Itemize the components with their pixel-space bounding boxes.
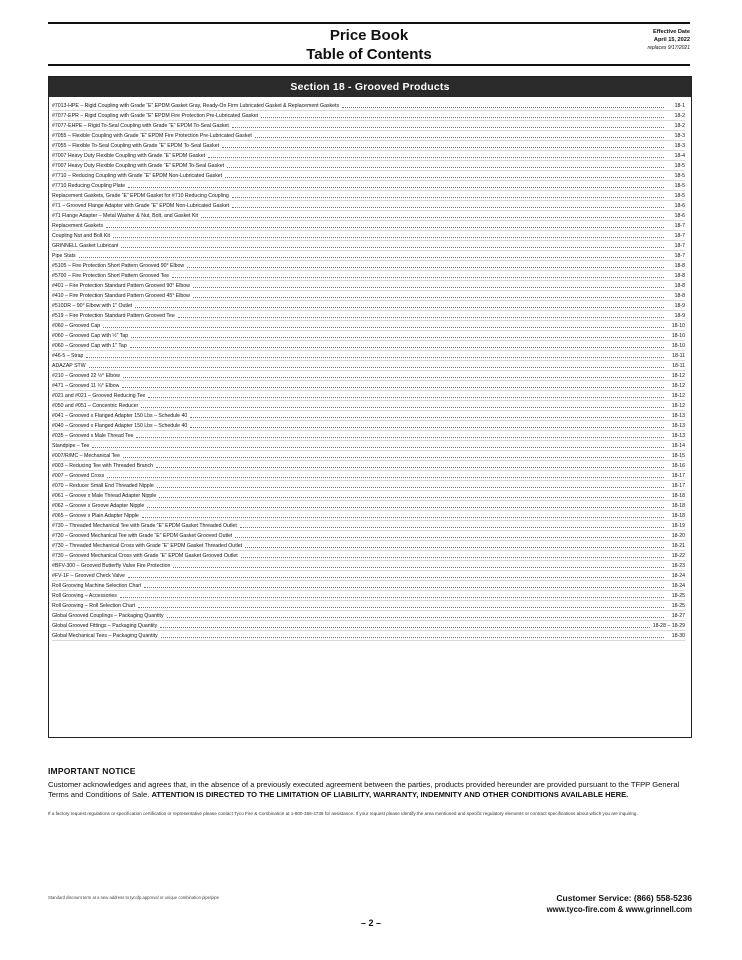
toc-entry[interactable] (52, 111, 685, 121)
toc-entry-page: 18-12 (671, 383, 685, 389)
toc-entry-label: #021 and #021 – Grooved Reducing Tee (52, 393, 146, 399)
toc-entry-page: 18-18 (671, 493, 685, 499)
dot-leader (121, 247, 664, 248)
toc-entry[interactable] (52, 101, 685, 111)
dot-leader (103, 327, 664, 328)
toc-entry[interactable] (52, 611, 685, 621)
toc-entry-label: #065 – Groove x Plain Adapter Nipple (52, 513, 139, 519)
toc-entry-label: #210 – Grooved 22 ½° Elbow (52, 373, 120, 379)
toc-box (48, 76, 692, 738)
toc-entry[interactable] (52, 351, 685, 361)
toc-entry-label: Roll Grooving – Roll Selection Chart (52, 603, 136, 609)
dot-leader (131, 337, 664, 338)
header-top-rule (48, 22, 690, 24)
toc-entry-page: 18-12 (671, 403, 685, 409)
toc-entry[interactable] (52, 491, 685, 501)
toc-entry-page: 18-13 (671, 433, 685, 439)
toc-entry-label: #060 – Grooved Cap with ½" Tap (52, 333, 129, 339)
toc-entry[interactable] (52, 411, 685, 421)
toc-entry[interactable] (52, 141, 685, 151)
toc-entry-label: Global Grooved Fittings – Packaging Quantity (52, 623, 158, 629)
toc-entry[interactable] (52, 321, 685, 331)
toc-entry-page: 18-12 (671, 373, 685, 379)
toc-entry-label: #060 – Grooved Cap with 1" Tap (52, 343, 127, 349)
toc-entry-page: 18-6 (674, 203, 685, 209)
dot-leader (227, 167, 664, 168)
dot-leader (89, 367, 664, 368)
dot-leader (167, 617, 664, 618)
toc-entry[interactable] (52, 421, 685, 431)
toc-entry-page: 18-8 (674, 283, 685, 289)
toc-entry-page: 18-8 (674, 273, 685, 279)
notice-fine-print: If a factory request regulations or specification certification or representative please contact Tyco Fire & Combination at 1-800-366-4739 for assistance. If your request please identify the area mentioned and specific regulatory elements or contract specifications about which you are inquiring. (48, 811, 638, 816)
dot-leader (201, 217, 664, 218)
toc-entry[interactable] (52, 361, 685, 371)
dot-leader (193, 287, 664, 288)
toc-entry[interactable] (52, 591, 685, 601)
dot-leader (241, 557, 664, 558)
toc-entry-label: #062 – Groove x Groove Adapter Nipple (52, 503, 145, 509)
dot-leader (342, 107, 664, 108)
dot-leader (208, 157, 664, 158)
toc-entry-page: 18-6 (674, 213, 685, 219)
dot-leader (86, 357, 664, 358)
toc-entry[interactable] (52, 391, 685, 401)
dot-leader (159, 497, 664, 498)
toc-entry-page: 18-9 (674, 303, 685, 309)
dot-leader (157, 487, 664, 488)
toc-entry-label: #5105 – Fire Protection Short Pattern Grooved 90° Elbow (52, 263, 185, 269)
toc-entry-label: #7007 Heavy Duty Flexible Coupling with Grade “E” EPDM Gasket (52, 153, 206, 159)
dot-leader (222, 147, 664, 148)
notice-attention[interactable]: ATTENTION IS DIRECTED TO THE LIMITATION OF LIABILITY, WARRANTY, INDEMNITY AND OTHER CONDITIONS AVAILABLE HERE. (151, 790, 629, 799)
dot-leader (161, 637, 664, 638)
dot-leader (232, 127, 664, 128)
customer-service: Customer Service: (866) 558-5236 (556, 893, 692, 903)
toc-entry-label: #471 – Grooved 11 ¼° Elbow (52, 383, 120, 389)
dot-leader (147, 507, 664, 508)
toc-entry-label: Roll Grooving – Accessories (52, 593, 117, 599)
toc-entry-page: 18-4 (674, 153, 685, 159)
toc-entry-page: 18-19 (671, 523, 685, 529)
toc-entry-page: 18-21 (671, 543, 685, 549)
dot-leader (122, 387, 664, 388)
toc-entry-label: #71 – Grooved Flange Adapter with Grade “E” EPDM Non-Lubricated Gasket (52, 203, 230, 209)
toc-entry[interactable] (52, 251, 685, 261)
toc-entry-label: #7013-HPE – Rigid Coupling with Grade “E” EPDM Gasket Gray, Ready-On Firm Lubricated Gasket & Replacement Gaskets (52, 103, 340, 109)
toc-entry[interactable] (52, 541, 685, 551)
section-title-bar: Section 18 - Grooved Products (49, 77, 691, 97)
dot-leader (261, 117, 664, 118)
dot-leader (187, 267, 664, 268)
toc-entry-label: #730 – Grooved Mechanical Tee with Grade “E” EPDM Gasket Grooved Outlet (52, 533, 233, 539)
toc-entry-page: 18-3 (674, 133, 685, 139)
toc-entry[interactable] (52, 381, 685, 391)
toc-entry-label: #7710 – Reducing Coupling with Grade “E” EPDM Non-Lubricated Gasket (52, 173, 223, 179)
toc-entry-page: 18-24 (671, 573, 685, 579)
dot-leader (120, 597, 664, 598)
toc-entry-page: 18-3 (674, 143, 685, 149)
toc-entry-label: Global Grooved Couplings – Packaging Quantity (52, 613, 164, 619)
toc-entry[interactable] (52, 461, 685, 471)
toc-entry-page: 18-13 (671, 413, 685, 419)
toc-entry[interactable] (52, 631, 685, 641)
toc-entry-label: #7077-EHPE – Rigid To-Seal Coupling with Grade “E” EPDM To-Seal Gasket (52, 123, 229, 129)
dot-leader (128, 577, 664, 578)
dot-leader (128, 187, 664, 188)
toc-entry[interactable] (52, 521, 685, 531)
toc-entry-label: #060 – Grooved Cap (52, 323, 101, 329)
toc-entry[interactable] (52, 131, 685, 141)
dot-leader (138, 607, 664, 608)
dot-leader (225, 177, 664, 178)
dot-leader (232, 197, 664, 198)
toc-entry-label: Global Mechanical Tees – Packaging Quantity (52, 633, 158, 639)
toc-entry-label: Coupling Nut and Bolt Kit (52, 233, 110, 239)
toc-entry-label: #061 – Groove x Male Thread Adapter Nipple (52, 493, 157, 499)
toc-entry-label: Roll Grooving Machine Selection Chart (52, 583, 142, 589)
toc-entry[interactable] (52, 451, 685, 461)
toc-entry-page: 18-5 (674, 173, 685, 179)
dot-leader (160, 627, 649, 628)
toc-entry[interactable] (52, 471, 685, 481)
toc-entry[interactable] (52, 301, 685, 311)
toc-entry-page: 18-9 (674, 313, 685, 319)
toc-entry[interactable] (52, 171, 685, 181)
toc-entry[interactable] (52, 181, 685, 191)
toc-entry-page: 18-10 (671, 343, 685, 349)
toc-entry[interactable] (52, 341, 685, 351)
toc-entry[interactable] (52, 371, 685, 381)
dot-leader (178, 317, 664, 318)
page-title: Price Book (329, 27, 409, 44)
toc-entry-label: #FV-1F – Grooved Check Valve (52, 573, 125, 579)
toc-entry-label: #7007 Heavy Duty Flexible Coupling with Grade “E” EPDM To-Seal Gasket (52, 163, 225, 169)
toc-entry-page: 18-5 (674, 193, 685, 199)
toc-entry-page: 18-7 (674, 223, 685, 229)
dot-leader (172, 277, 664, 278)
toc-entry-label: #7055 – Flexible To-Seal Coupling with Grade “E” EPDM To-Seal Gasket (52, 143, 220, 149)
toc-entry-page: 18-17 (671, 473, 685, 479)
dot-leader (235, 537, 664, 538)
toc-entry-page: 18-30 (671, 633, 685, 639)
dot-leader (190, 417, 664, 418)
dot-leader (173, 567, 664, 568)
toc-entry-page: 18-10 (671, 333, 685, 339)
toc-entry-page: 18-22 (671, 553, 685, 559)
dot-leader (136, 437, 664, 438)
toc-entry-label: #71 Flange Adapter – Metal Washer & Nut, Bolt, and Gasket Kit (52, 213, 198, 219)
dot-leader (92, 447, 664, 448)
toc-entry[interactable] (52, 581, 685, 591)
toc-entry[interactable] (52, 201, 685, 211)
toc-entries (52, 101, 685, 641)
header-bottom-rule (48, 64, 690, 66)
toc-entry[interactable] (52, 561, 685, 571)
toc-entry[interactable] (52, 331, 685, 341)
toc-entry-page: 18-13 (671, 423, 685, 429)
toc-entry-label: #050 and #051 – Concentric Reducer (52, 403, 139, 409)
toc-entry[interactable] (52, 551, 685, 561)
dot-leader (144, 587, 664, 588)
dot-leader (141, 407, 664, 408)
dot-leader (156, 467, 664, 468)
toc-entry-label: Pipe Stats (52, 253, 76, 259)
toc-entry-page: 18-15 (671, 453, 685, 459)
toc-entry[interactable] (52, 211, 685, 221)
dot-leader (135, 307, 664, 308)
toc-entry-label: GRINNELL Gasket Lubricant (52, 243, 119, 249)
toc-entry-page: 18-23 (671, 563, 685, 569)
toc-entry-page: 18-25 (671, 593, 685, 599)
toc-entry-page: 18-5 (674, 183, 685, 189)
toc-entry[interactable] (52, 221, 685, 231)
toc-entry-label: #730 – Threaded Mechanical Tee with Grade “E” EPDM Gasket Threaded Outlet (52, 523, 237, 529)
toc-entry[interactable] (52, 501, 685, 511)
dot-leader (79, 257, 664, 258)
toc-entry[interactable] (52, 151, 685, 161)
toc-entry-page: 18-8 (674, 263, 685, 269)
toc-entry-label: #410 – Fire Protection Standard Pattern Grooved 45° Elbow (52, 293, 190, 299)
toc-entry[interactable] (52, 271, 685, 281)
toc-entry-page: 18-1 (674, 103, 685, 109)
toc-entry-label: #510DR – 90° Elbow with 1" Outlet (52, 303, 133, 309)
dot-leader (245, 547, 664, 548)
toc-entry[interactable] (52, 241, 685, 251)
toc-entry-page: 18-16 (671, 463, 685, 469)
toc-entry-label: #7710 Reducing Coupling Plate (52, 183, 125, 189)
toc-entry-page: 18-7 (674, 253, 685, 259)
toc-entry-page: 18-5 (674, 163, 685, 169)
page-header (48, 18, 690, 64)
toc-entry-page: 18-8 (674, 293, 685, 299)
footer-contact (547, 893, 692, 915)
dot-leader (193, 297, 664, 298)
dot-leader (142, 517, 664, 518)
toc-entry[interactable] (52, 511, 685, 521)
page-subtitle: Table of Contents (306, 46, 432, 63)
toc-entry[interactable] (52, 441, 685, 451)
toc-entry-label: #035 – Grooved x Male Thread Tee (52, 433, 134, 439)
toc-entry[interactable] (52, 431, 685, 441)
toc-entry[interactable] (52, 231, 685, 241)
effective-date: April 15, 2022 (653, 37, 690, 43)
toc-entry[interactable] (52, 571, 685, 581)
toc-entry[interactable] (52, 161, 685, 171)
toc-entry-page: 18-11 (672, 353, 685, 359)
toc-entry[interactable] (52, 401, 685, 411)
toc-entry-page: 18-28 – 18-29 (652, 623, 685, 629)
website-links[interactable]: www.tyco-fire.com & www.grinnell.com (546, 905, 692, 914)
effective-date-label: Effective Date (653, 29, 690, 35)
dot-leader (106, 227, 664, 228)
toc-entry-page: 18-24 (671, 583, 685, 589)
toc-entry-label: #5700 – Fire Protection Short Pattern Grooved Tee (52, 273, 169, 279)
toc-entry[interactable] (52, 311, 685, 321)
toc-entry-page: 18-11 (672, 363, 685, 369)
dot-leader (123, 377, 664, 378)
toc-entry[interactable] (52, 291, 685, 301)
toc-entry[interactable] (52, 531, 685, 541)
dot-leader (232, 207, 664, 208)
toc-entry-label: #070 – Reducer Small End Threaded Nipple (52, 483, 154, 489)
title-block (48, 26, 690, 64)
toc-entry-page: 18-14 (671, 443, 685, 449)
footer-left-note: Standard discount term at a new address to tycofp.approval or unique combination pipe/pipe (48, 895, 220, 900)
toc-entry-label: #007 – Grooved Cross (52, 473, 105, 479)
toc-entry-page: 18-10 (671, 323, 685, 329)
toc-entry-page: 18-18 (671, 513, 685, 519)
dot-leader (113, 237, 664, 238)
page-number: – 2 – (360, 918, 382, 928)
dot-leader (130, 347, 664, 348)
toc-entry-label: Replacement Gaskets (52, 223, 104, 229)
dot-leader (255, 137, 664, 138)
toc-entry[interactable] (52, 191, 685, 201)
dot-leader (190, 427, 664, 428)
toc-entry[interactable] (52, 281, 685, 291)
dot-leader (107, 477, 664, 478)
toc-entry-label: #007/R/MC – Mechanical Tee (52, 453, 120, 459)
toc-entry[interactable] (52, 621, 685, 631)
toc-entry-label: #7077-EPR – Rigid Coupling with Grade “E” EPDM Fire Protection Pre-Lubricated Gasket (52, 113, 259, 119)
toc-entry-page: 18-25 (671, 603, 685, 609)
toc-entry-page: 18-7 (674, 243, 685, 249)
toc-entry-page: 18-18 (671, 503, 685, 509)
toc-entry-label: Replacement Gaskets, Grade “E” EPDM Gasket for #710 Reducing Coupling (52, 193, 229, 199)
dot-leader (148, 397, 664, 398)
toc-entry-label: #BFV-300 – Grooved Butterfly Valve Fire Protection (52, 563, 171, 569)
toc-entry-label: #003 – Reducing Tee with Threaded Branch (52, 463, 154, 469)
toc-entry-page: 18-7 (674, 233, 685, 239)
toc-entry-label: #041 – Grooved x Flanged Adapter 150 Lbs – Schedule 40 (52, 413, 188, 419)
toc-entry-label: Standpipe – Tee (52, 443, 90, 449)
toc-entry[interactable] (52, 481, 685, 491)
toc-entry-label: #401 – Fire Protection Standard Pattern Grooved 90° Elbow (52, 283, 190, 289)
replaces-note: replaces 9/17/2021 (647, 45, 690, 51)
toc-entry-label: #730 – Grooved Mechanical Cross with Grade “E” EPDM Gasket Grooved Outlet (52, 553, 238, 559)
dot-leader (123, 457, 664, 458)
toc-entry-page: 18-20 (671, 533, 685, 539)
toc-entry-page: 18-12 (671, 393, 685, 399)
toc-entry-label: #7055 – Flexible Coupling with Grade “E” EPDM Fire Protection Pre-Lubricated Gasket (52, 133, 252, 139)
toc-entry-label: #46-5 – Strap (52, 353, 84, 359)
toc-entry[interactable] (52, 601, 685, 611)
toc-entry-label: ADAZAP STW (52, 363, 86, 369)
toc-entry-label: #730 – Threaded Mechanical Cross with Grade “E” EPDM Gasket Threaded Outlet (52, 543, 243, 549)
toc-entry-label: #040 – Grooved x Flanged Adapter 150 Lbs – Schedule 40 (52, 423, 188, 429)
toc-entry-label: #519 – Fire Protection Standard Pattern Grooved Tee (52, 313, 175, 319)
toc-entry-page: 18-2 (674, 123, 685, 129)
notice-body (48, 780, 694, 800)
toc-entry-page: 18-2 (674, 113, 685, 119)
toc-entry-page: 18-27 (671, 613, 685, 619)
toc-entry[interactable] (52, 261, 685, 271)
toc-entry-page: 18-17 (671, 483, 685, 489)
notice-title: IMPORTANT NOTICE (48, 766, 136, 776)
dot-leader (240, 527, 664, 528)
important-notice (48, 765, 694, 817)
notice-body-text: Customer acknowledges and agrees that, in the absence of a previously executed agreement between the parties, products provided hereunder are provided pursuant to the TFPP General Terms and Conditions of Sale. (48, 780, 680, 799)
effective-date-block (647, 28, 690, 52)
toc-entry[interactable] (52, 121, 685, 131)
